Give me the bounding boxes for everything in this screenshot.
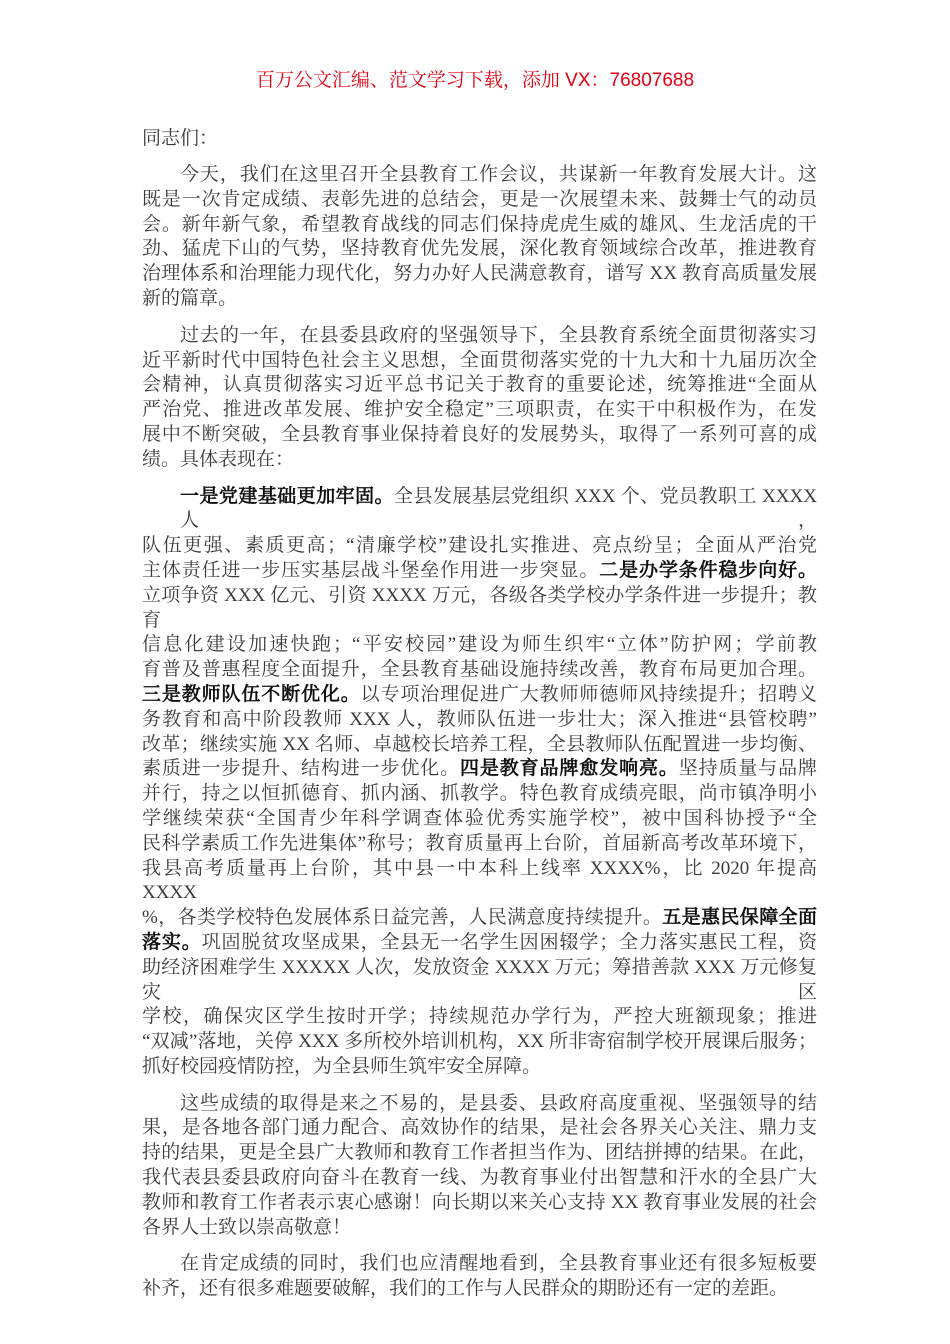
body-text: 学校，确保灾区学生按时开学；持续规范办学行为，严控大班额现象；推进: [142, 1006, 817, 1028]
text-line: [142, 708, 817, 733]
body-text: 在肯定成绩的同时，我们也应清醒地看到，全县教育事业还有很多短板要: [180, 1253, 817, 1275]
text-line: [142, 733, 817, 758]
body-text: %，各类学校特色发展体系日益完善，人民满意度持续提升。: [142, 907, 663, 929]
text-line: [142, 782, 817, 807]
body-text: 各界人士致以崇高敬意！: [142, 1216, 352, 1238]
text-line: [142, 1116, 817, 1141]
body-text: 队伍更强、素质更高；“清廉学校”建设扎实推进、亮点纷呈；全面从严治党: [142, 535, 817, 557]
watermark-header: 百万公文汇编、范文学习下载，添加 VX：76807688: [255, 70, 695, 91]
bold-heading-text: 三是教师队伍不断优化。: [142, 683, 361, 705]
body-text: 这些成绩的取得是来之不易的，是县委、县政府高度重视、坚强领导的结: [180, 1092, 817, 1114]
text-line: [142, 1252, 817, 1277]
body-text: 我县高考质量再上台阶，其中县一中本科上线率 XXXX%，比 2020 年提高 XXXX: [142, 857, 817, 904]
text-line: [142, 559, 817, 584]
body-text: 素质进一步提升、结构进一步优化。: [142, 758, 461, 780]
body-text: 以专项治理促进广大教师师德师风持续提升；招聘义: [360, 683, 817, 705]
text-line: [142, 906, 817, 931]
paragraph-past-year: [142, 324, 817, 473]
text-line: [142, 188, 817, 213]
body-text: 果，是各地各部门通力配合、高效协作的结果，是社会各界关心关注、鼎力支: [142, 1117, 817, 1139]
body-text: 教师和教育工作者表示衷心感谢！向长期以来关心支持 XX 教育事业发展的社会: [142, 1191, 817, 1213]
paragraph-intro: [142, 163, 817, 312]
body-text: 会。新年新气象，希望教育战线的同志们保持虎虎生威的雄风、生龙活虎的干: [142, 213, 817, 235]
body-text: 坚持质量与品牌: [678, 758, 817, 780]
greeting: 同志们：: [142, 128, 219, 149]
text-line: [142, 213, 817, 238]
body-text: 学继续荣获“全国青少年科学调查体验优秀实施学校”，被中国科协授予“全: [142, 807, 817, 829]
paragraph-achievements: [142, 485, 817, 1080]
body-text: 立项争资 XXX 亿元、引资 XXXX 万元，各级各类学校办学条件进一步提升；教育: [142, 584, 817, 631]
text-line: [142, 1191, 817, 1216]
body-text: 会精神，认真贯彻落实习近平总书记关于教育的重要论述，统筹推进“全面从: [142, 374, 817, 396]
text-line: [142, 534, 817, 559]
text-line: [142, 683, 817, 708]
body-text: 助经济困难学生 XXXXX 人次，发放资金 XXXX 万元；筹措善款 XXX 万元修复灾区: [142, 956, 817, 1003]
text-line: [142, 633, 817, 658]
bold-heading-text: 落实。: [142, 931, 202, 953]
body-text: 新的篇章。: [142, 287, 238, 309]
text-line: [142, 398, 817, 423]
text-line: [142, 658, 817, 683]
text-line: [142, 1166, 817, 1191]
bold-heading-text: 五是惠民保障全面: [662, 907, 817, 929]
bold-heading-text: 一是党建基础更加牢固。: [180, 485, 395, 507]
body-text: 全县发展基层党组织 XXX 个、党员教职工 XXXX 人，: [180, 485, 817, 532]
text-line: [142, 1216, 817, 1241]
body-text: 并行，持之以恒抓德育、抓内涵、抓教学。特色教育成绩亮眼，尚市镇净明小: [142, 783, 817, 805]
body-text: 过去的一年，在县委县政府的坚强领导下，全县教育系统全面贯彻落实习: [180, 324, 817, 346]
text-line: [142, 1055, 817, 1080]
body-text: 展中不断突破，全县教育事业保持着良好的发展势头，取得了一系列可喜的成: [142, 423, 817, 445]
body-text: 绩。具体表现在：: [142, 448, 295, 470]
body-text: 信息化建设加速快跑；“平安校园”建设为师生织牢“立体”防护网；学前教: [142, 634, 817, 656]
body-text: 主体责任进一步压实基层战斗堡垒作用进一步突显。: [142, 559, 600, 581]
text-line: [142, 1030, 817, 1055]
body-text: 务教育和高中阶段教师 XXX 人，教师队伍进一步壮大；深入推进“县管校聘”: [142, 708, 817, 730]
text-line: [142, 423, 817, 448]
text-line: [142, 584, 817, 634]
body-text: 巩固脱贫攻坚成果，全县无一名学生因困辍学；全力落实惠民工程，资: [201, 931, 817, 953]
paragraph-thanks: [142, 1092, 817, 1241]
text-line: [142, 757, 817, 782]
body-text: 既是一次肯定成绩、表彰先进的总结会，更是一次展望未来、鼓舞士气的动员: [142, 188, 817, 210]
text-line: [142, 262, 817, 287]
body-text: 劲、猛虎下山的气势，坚持教育优先发展，深化教育领域综合改革，推进教育: [142, 238, 817, 260]
paragraph-shortcomings: [142, 1252, 817, 1302]
text-line: [142, 287, 817, 312]
text-line: [142, 163, 817, 188]
body-text: 治理体系和治理能力现代化，努力办好人民满意教育，谱写 XX 教育高质量发展: [142, 263, 817, 285]
body-text: 我代表县委县政府向奋斗在教育一线、为教育事业付出智慧和汗水的全县广大: [142, 1167, 817, 1189]
body-text: 民科学素质工作先进集体”称号；教育质量再上台阶，首届新高考改革环境下，: [142, 832, 817, 854]
text-line: [142, 349, 817, 374]
body-text: 近平新时代中国特色社会主义思想，全面贯彻落实党的十九大和十九届历次全: [142, 349, 817, 371]
body-text: 改革；继续实施 XX 名师、卓越校长培养工程，全县教师队伍配置进一步均衡、: [142, 733, 817, 755]
bold-heading-text: 二是办学条件稳步向好。: [599, 559, 817, 581]
bold-heading-text: 四是教育品牌愈发响亮。: [460, 758, 679, 780]
body-text: 抓好校园疫情防控，为全县师生筑牢安全屏障。: [142, 1055, 542, 1077]
text-line: [142, 956, 817, 1006]
text-line: [142, 485, 817, 535]
text-line: [142, 807, 817, 832]
document-body: [142, 126, 817, 1314]
text-line: [142, 324, 817, 349]
text-line: [142, 1005, 817, 1030]
text-line: [142, 1141, 817, 1166]
body-text: “双减”落地，关停 XXX 多所校外培训机构，XX 所非寄宿制学校开展课后服务；: [142, 1031, 817, 1053]
body-text: 持的结果，更是全县广大教师和教育工作者担当作为、团结拼搏的结果。在此，: [142, 1142, 817, 1164]
text-line: [142, 1092, 817, 1117]
body-text: 补齐，还有很多难题要破解，我们的工作与人民群众的期盼还有一定的差距。: [142, 1278, 789, 1300]
body-text: 育普及普惠程度全面提升，全县教育基础设施持续改善，教育布局更加合理。: [142, 659, 817, 681]
text-line: [142, 237, 817, 262]
body-text: 严治党、推进改革发展、维护安全稳定”三项职责，在实干中积极作为，在发: [142, 399, 817, 421]
text-line: [142, 373, 817, 398]
text-line: [142, 857, 817, 907]
text-line: [142, 1277, 817, 1302]
text-line: [142, 448, 817, 473]
body-text: 今天，我们在这里召开全县教育工作会议，共谋新一年教育发展大计。这: [180, 164, 817, 185]
text-line: [142, 931, 817, 956]
text-line: [142, 832, 817, 857]
